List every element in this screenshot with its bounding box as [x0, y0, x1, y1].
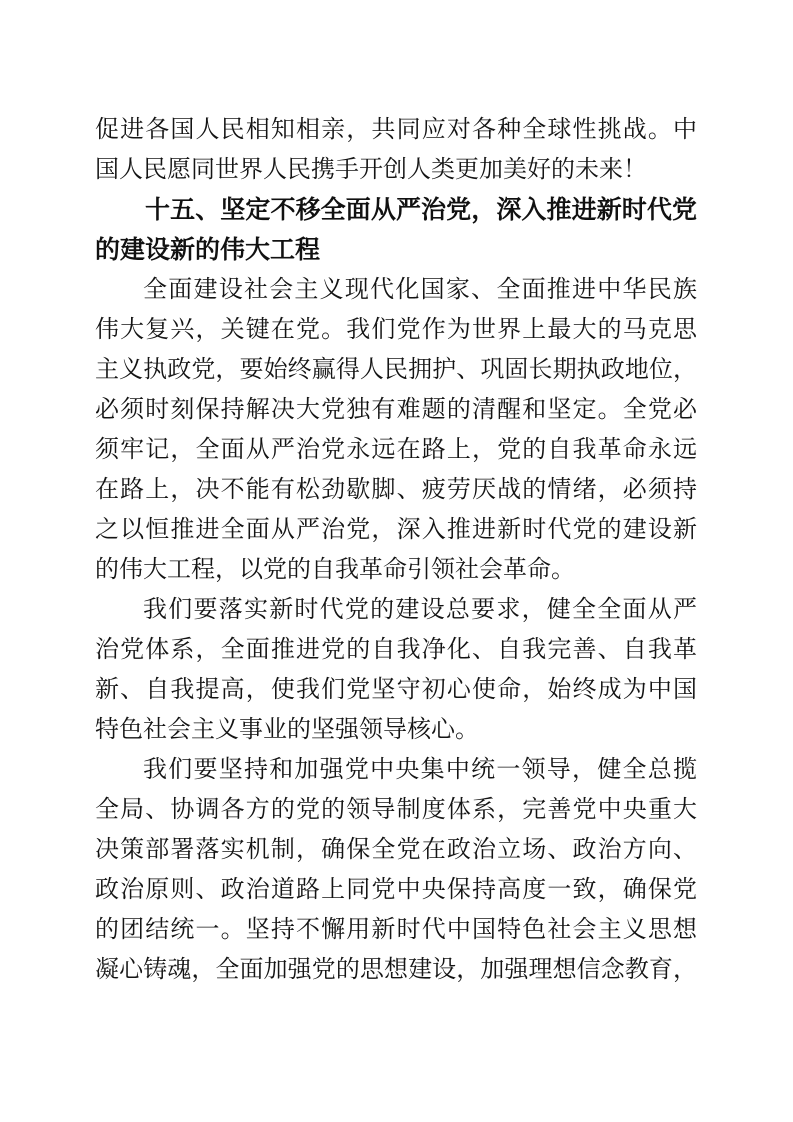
text-line: 伟大复兴，关键在党。我们党作为世界上最大的马克思: [95, 317, 697, 343]
text-line: 在路上，决不能有松劲歇脚、疲劳厌战的情绪，必须持: [95, 477, 697, 503]
heading-line: 的建设新的伟大工程: [95, 236, 321, 264]
text-line: 之以恒推进全面从严治党，深入推进新时代党的建设新: [95, 517, 697, 543]
text-line: 的团结统一。坚持不懈用新时代中国特色社会主义思想: [95, 917, 697, 943]
text-line: 治党体系，全面推进党的自我净化、自我完善、自我革: [95, 637, 697, 663]
text-line: 国人民愿同世界人民携手开创人类更加美好的未来！: [95, 157, 647, 183]
paragraph-3: [95, 750, 697, 990]
paragraph-2: [95, 590, 697, 750]
paragraph-continuation: [95, 110, 697, 190]
text-line: 新、自我提高，使我们党坚守初心使命，始终成为中国: [95, 677, 697, 703]
text-line: 我们要落实新时代党的建设总要求，健全全面从严: [143, 597, 697, 623]
text-line: 我们要坚持和加强党中央集中统一领导，健全总揽: [143, 757, 697, 783]
text-line: 全面建设社会主义现代化国家、全面推进中华民族: [143, 277, 697, 303]
text-line: 促进各国人民相知相亲，共同应对各种全球性挑战。中: [95, 117, 697, 143]
section-heading: [95, 190, 697, 270]
text-line: 特色社会主义事业的坚强领导核心。: [95, 717, 479, 743]
text-line: 全局、协调各方的党的领导制度体系，完善党中央重大: [95, 797, 697, 823]
document-body: [95, 110, 697, 990]
text-line: 须牢记，全面从严治党永远在路上，党的自我革命永远: [95, 437, 697, 463]
text-line: 的伟大工程，以党的自我革命引领社会革命。: [95, 557, 575, 583]
text-line: 凝心铸魂，全面加强党的思想建设，加强理想信念教育，: [95, 957, 697, 983]
text-line: 决策部署落实机制，确保全党在政治立场、政治方向、: [95, 837, 697, 863]
text-line: 政治原则、政治道路上同党中央保持高度一致，确保党: [95, 877, 697, 903]
text-line: 主义执政党，要始终赢得人民拥护、巩固长期执政地位，: [95, 357, 697, 383]
paragraph-1: [95, 270, 697, 590]
heading-line: 十五、坚定不移全面从严治党，深入推进新时代党: [145, 196, 697, 224]
text-line: 必须时刻保持解决大党独有难题的清醒和坚定。全党必: [95, 397, 697, 423]
